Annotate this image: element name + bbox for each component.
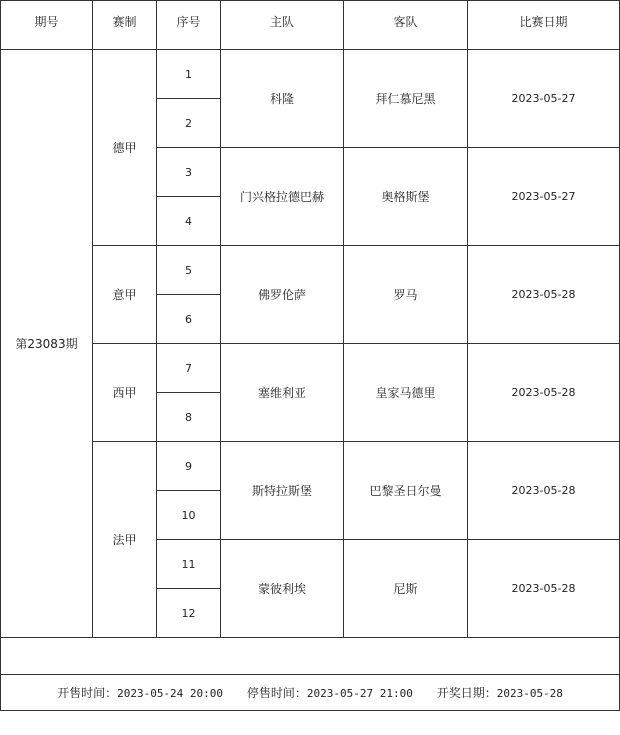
table-row: [1, 50, 620, 99]
home-team-cell: 门兴格拉德巴赫: [221, 148, 344, 246]
home-team-cell: 佛罗伦萨: [221, 246, 344, 344]
footer-cell: [1, 675, 620, 711]
header-row: [1, 1, 620, 50]
away-team-cell: 巴黎圣日尔曼: [344, 442, 468, 540]
home-team-cell: 科隆: [221, 50, 344, 148]
match-date-cell: 2023-05-28: [468, 442, 620, 540]
sale-start-label: 开售时间：: [57, 686, 118, 700]
blank-cell: [1, 638, 620, 675]
away-team-cell: 拜仁慕尼黑: [344, 50, 468, 148]
header-seq: 序号: [157, 1, 221, 50]
match-date-cell: 2023-05-28: [468, 540, 620, 638]
home-team-cell: 蒙彼利埃: [221, 540, 344, 638]
blank-row: [1, 638, 620, 675]
sale-start: [57, 684, 223, 701]
header-period: 期号: [1, 1, 93, 50]
period-cell: 第23083期: [1, 50, 93, 638]
header-league: 赛制: [93, 1, 157, 50]
draw-date-value: 2023-05-28: [496, 687, 563, 700]
seq-cell: 7: [157, 344, 221, 393]
away-team-cell: 皇家马德里: [344, 344, 468, 442]
seq-cell: 9: [157, 442, 221, 491]
seq-cell: 11: [157, 540, 221, 589]
seq-cell: 8: [157, 393, 221, 442]
home-team-cell: 塞维利亚: [221, 344, 344, 442]
footer-row: [1, 675, 620, 711]
home-team-cell: 斯特拉斯堡: [221, 442, 344, 540]
league-cell: 法甲: [93, 442, 157, 638]
match-date-cell: 2023-05-27: [468, 50, 620, 148]
sale-start-value: 2023-05-24 20:00: [117, 687, 224, 700]
header-away: 客队: [344, 1, 468, 50]
match-date-cell: 2023-05-27: [468, 148, 620, 246]
sale-stop: [247, 684, 413, 701]
league-cell: 意甲: [93, 246, 157, 344]
league-cell: 德甲: [93, 50, 157, 246]
match-date-cell: 2023-05-28: [468, 344, 620, 442]
seq-cell: 10: [157, 491, 221, 540]
draw-date: [437, 684, 563, 701]
sale-stop-label: 停售时间：: [246, 686, 307, 700]
match-date-cell: 2023-05-28: [468, 246, 620, 344]
header-home: 主队: [221, 1, 344, 50]
seq-cell: 6: [157, 295, 221, 344]
header-date: 比赛日期: [468, 1, 620, 50]
seq-cell: 2: [157, 99, 221, 148]
seq-cell: 5: [157, 246, 221, 295]
away-team-cell: 奥格斯堡: [344, 148, 468, 246]
table-row: [1, 344, 620, 393]
draw-date-label: 开奖日期：: [436, 686, 497, 700]
away-team-cell: 尼斯: [344, 540, 468, 638]
away-team-cell: 罗马: [344, 246, 468, 344]
seq-cell: 1: [157, 50, 221, 99]
league-cell: 西甲: [93, 344, 157, 442]
sale-stop-value: 2023-05-27 21:00: [306, 687, 413, 700]
seq-cell: 3: [157, 148, 221, 197]
table-row: [1, 442, 620, 491]
seq-cell: 12: [157, 589, 221, 638]
seq-cell: 4: [157, 197, 221, 246]
table-row: [1, 246, 620, 295]
